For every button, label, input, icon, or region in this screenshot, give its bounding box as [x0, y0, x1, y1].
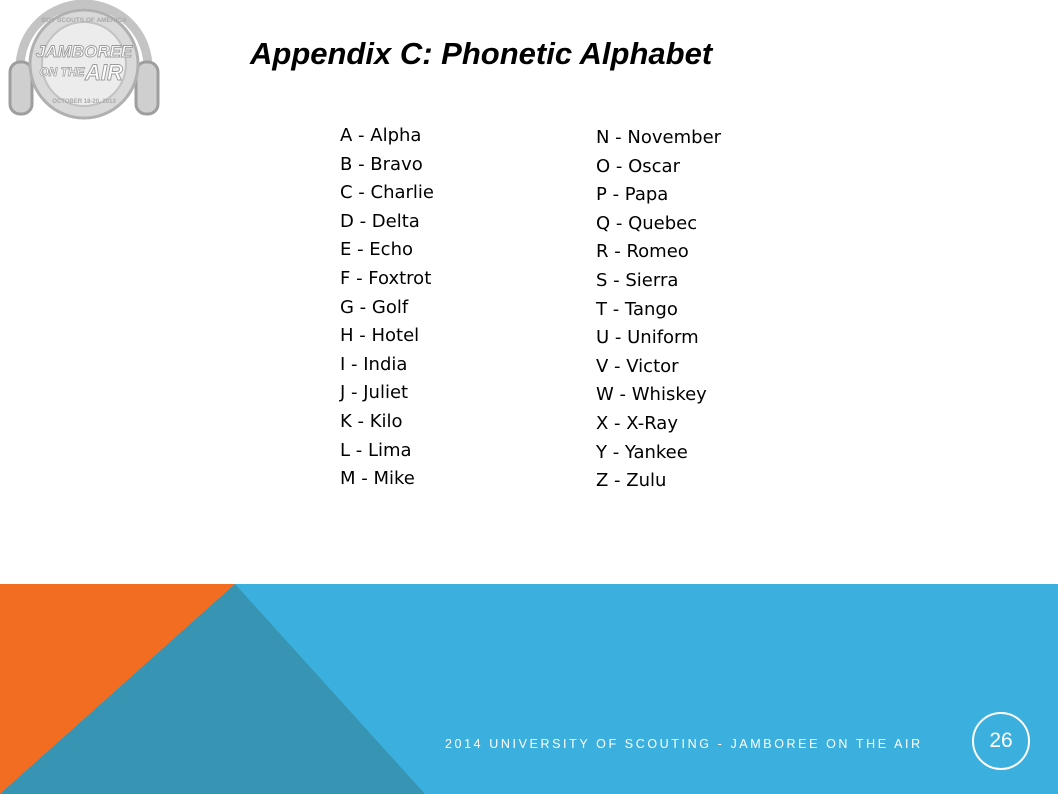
phonetic-entry-b: B - Bravo: [340, 153, 423, 175]
phonetic-entry-x: X - X-Ray: [596, 412, 678, 434]
phonetic-entry-d: D - Delta: [340, 210, 420, 232]
phonetic-entry-m: M - Mike: [340, 468, 415, 490]
page-number: 26: [989, 729, 1013, 752]
phonetic-entry-v: V - Victor: [596, 355, 679, 377]
phonetic-entry-g: G - Golf: [340, 296, 409, 318]
phonetic-entry-r: R - Romeo: [596, 241, 689, 263]
phonetic-entry-u: U - Uniform: [596, 327, 699, 349]
phonetic-list-right: [596, 124, 721, 496]
phonetic-entry-k: K - Kilo: [340, 410, 403, 432]
page-number-badge: [972, 712, 1030, 770]
slide-title: Appendix C: Phonetic Alphabet: [250, 36, 713, 71]
phonetic-entry-t: T - Tango: [596, 298, 678, 320]
footer-caption: 2014 UNIVERSITY OF SCOUTING - JAMBOREE ON THE AIR: [445, 737, 923, 751]
phonetic-entry-f: F - Foxtrot: [340, 267, 432, 289]
phonetic-entry-l: L - Lima: [340, 439, 412, 461]
phonetic-entry-a: A - Alpha: [340, 125, 422, 146]
phonetic-entry-h: H - Hotel: [340, 325, 420, 347]
phonetic-entry-c: C - Charlie: [340, 182, 434, 204]
footer-band: [0, 584, 1058, 794]
phonetic-entry-s: S - Sierra: [596, 269, 679, 291]
jamboree-on-the-air-logo: [2, 0, 166, 126]
phonetic-entry-i: I - India: [340, 353, 408, 375]
phonetic-entry-q: Q - Quebec: [596, 212, 698, 234]
phonetic-entry-o: O - Oscar: [596, 155, 680, 177]
phonetic-entry-w: W - Whiskey: [596, 384, 707, 406]
logo-air-text: AIR: [85, 60, 123, 85]
phonetic-entry-e: E - Echo: [340, 239, 414, 261]
phonetic-entry-z: Z - Zulu: [596, 470, 667, 492]
logo-jamboree-text: JAMBOREE: [35, 42, 133, 61]
phonetic-entry-j: J - Juliet: [340, 382, 409, 404]
logo-on-the-text: ON THE: [39, 65, 85, 79]
phonetic-list-left: [340, 122, 434, 494]
phonetic-entry-p: P - Papa: [596, 184, 669, 206]
phonetic-entry-n: N - November: [596, 127, 722, 148]
logo-bottom-text: OCTOBER 18-20, 2013: [52, 99, 116, 105]
logo-top-text: BOY SCOUTS OF AMERICA: [41, 17, 127, 24]
phonetic-entry-y: Y - Yankee: [596, 441, 688, 463]
